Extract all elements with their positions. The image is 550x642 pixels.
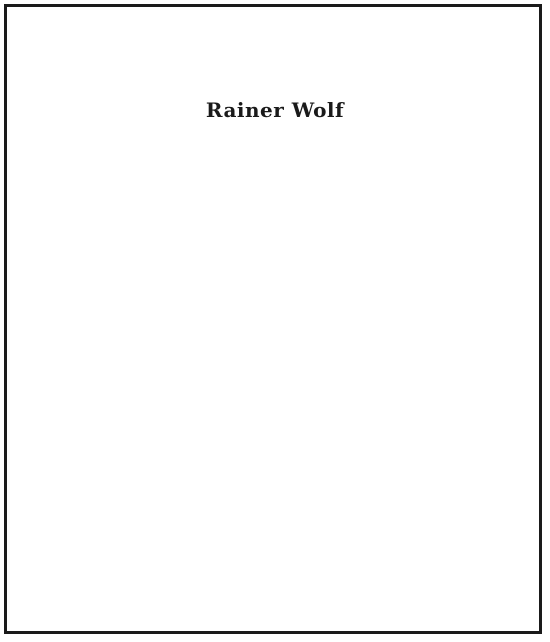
- deceased-name: Rainer Wolf: [205, 98, 345, 122]
